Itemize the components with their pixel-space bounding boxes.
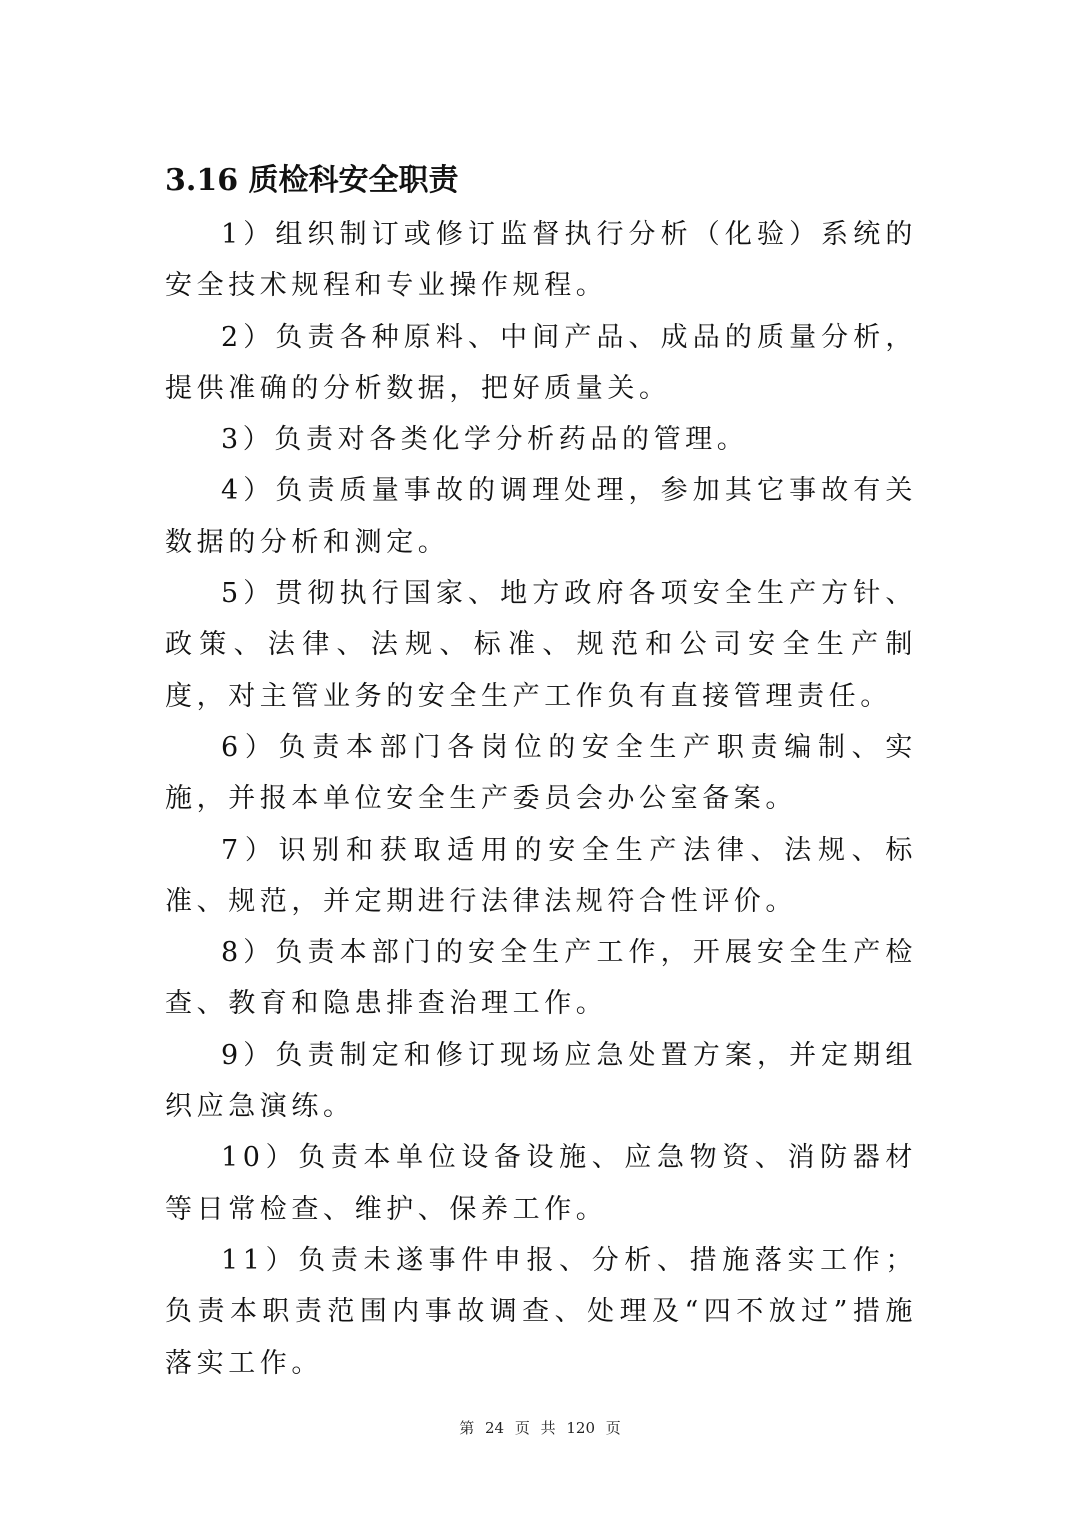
responsibility-item: 6）负责本部门各岗位的安全生产职责编制、实施，并报本单位安全生产委员会办公室备案。 xyxy=(165,731,917,815)
responsibility-item: 4）负责质量事故的调理处理，参加其它事故有关数据的分析和测定。 xyxy=(165,475,917,558)
responsibility-item: 7）识别和获取适用的安全生产法律、法规、标准、规范，并定期进行法律法规符合性评价。 xyxy=(165,834,917,917)
responsibility-item: 11）负责未遂事件申报、分析、措施落实工作；负责本职责范围内事故调查、处理及“四不放过”措施落实工作。 xyxy=(165,1244,917,1379)
responsibility-item: 5）贯彻执行国家、地方政府各项安全生产方针、政策、法律、法规、标准、规范和公司安全生产制度，对主管业务的安全生产工作负有直接管理责任。 xyxy=(165,578,917,712)
responsibility-item: 1）组织制订或修订监督执行分析（化验）系统的安全技术规程和专业操作规程。 xyxy=(165,219,917,302)
responsibility-list xyxy=(165,209,917,1389)
page-number-footer: 第 24 页 共 120 页 xyxy=(459,1419,621,1437)
responsibility-item: 10）负责本单位设备设施、应急物资、消防器材等日常检查、维护、保养工作。 xyxy=(165,1142,917,1225)
responsibility-item: 8）负责本部门的安全生产工作，开展安全生产检查、教育和隐患排查治理工作。 xyxy=(165,937,917,1020)
responsibility-item: 3）负责对各类化学分析药品的管理。 xyxy=(221,424,749,456)
responsibility-item: 2）负责各种原料、中间产品、成品的质量分析，提供准确的分析数据，把好质量关。 xyxy=(165,321,917,404)
responsibility-item: 9）负责制定和修订现场应急处置方案，并定期组织应急演练。 xyxy=(165,1039,917,1123)
section-title: 3.16 质检科安全职责 xyxy=(165,163,459,198)
